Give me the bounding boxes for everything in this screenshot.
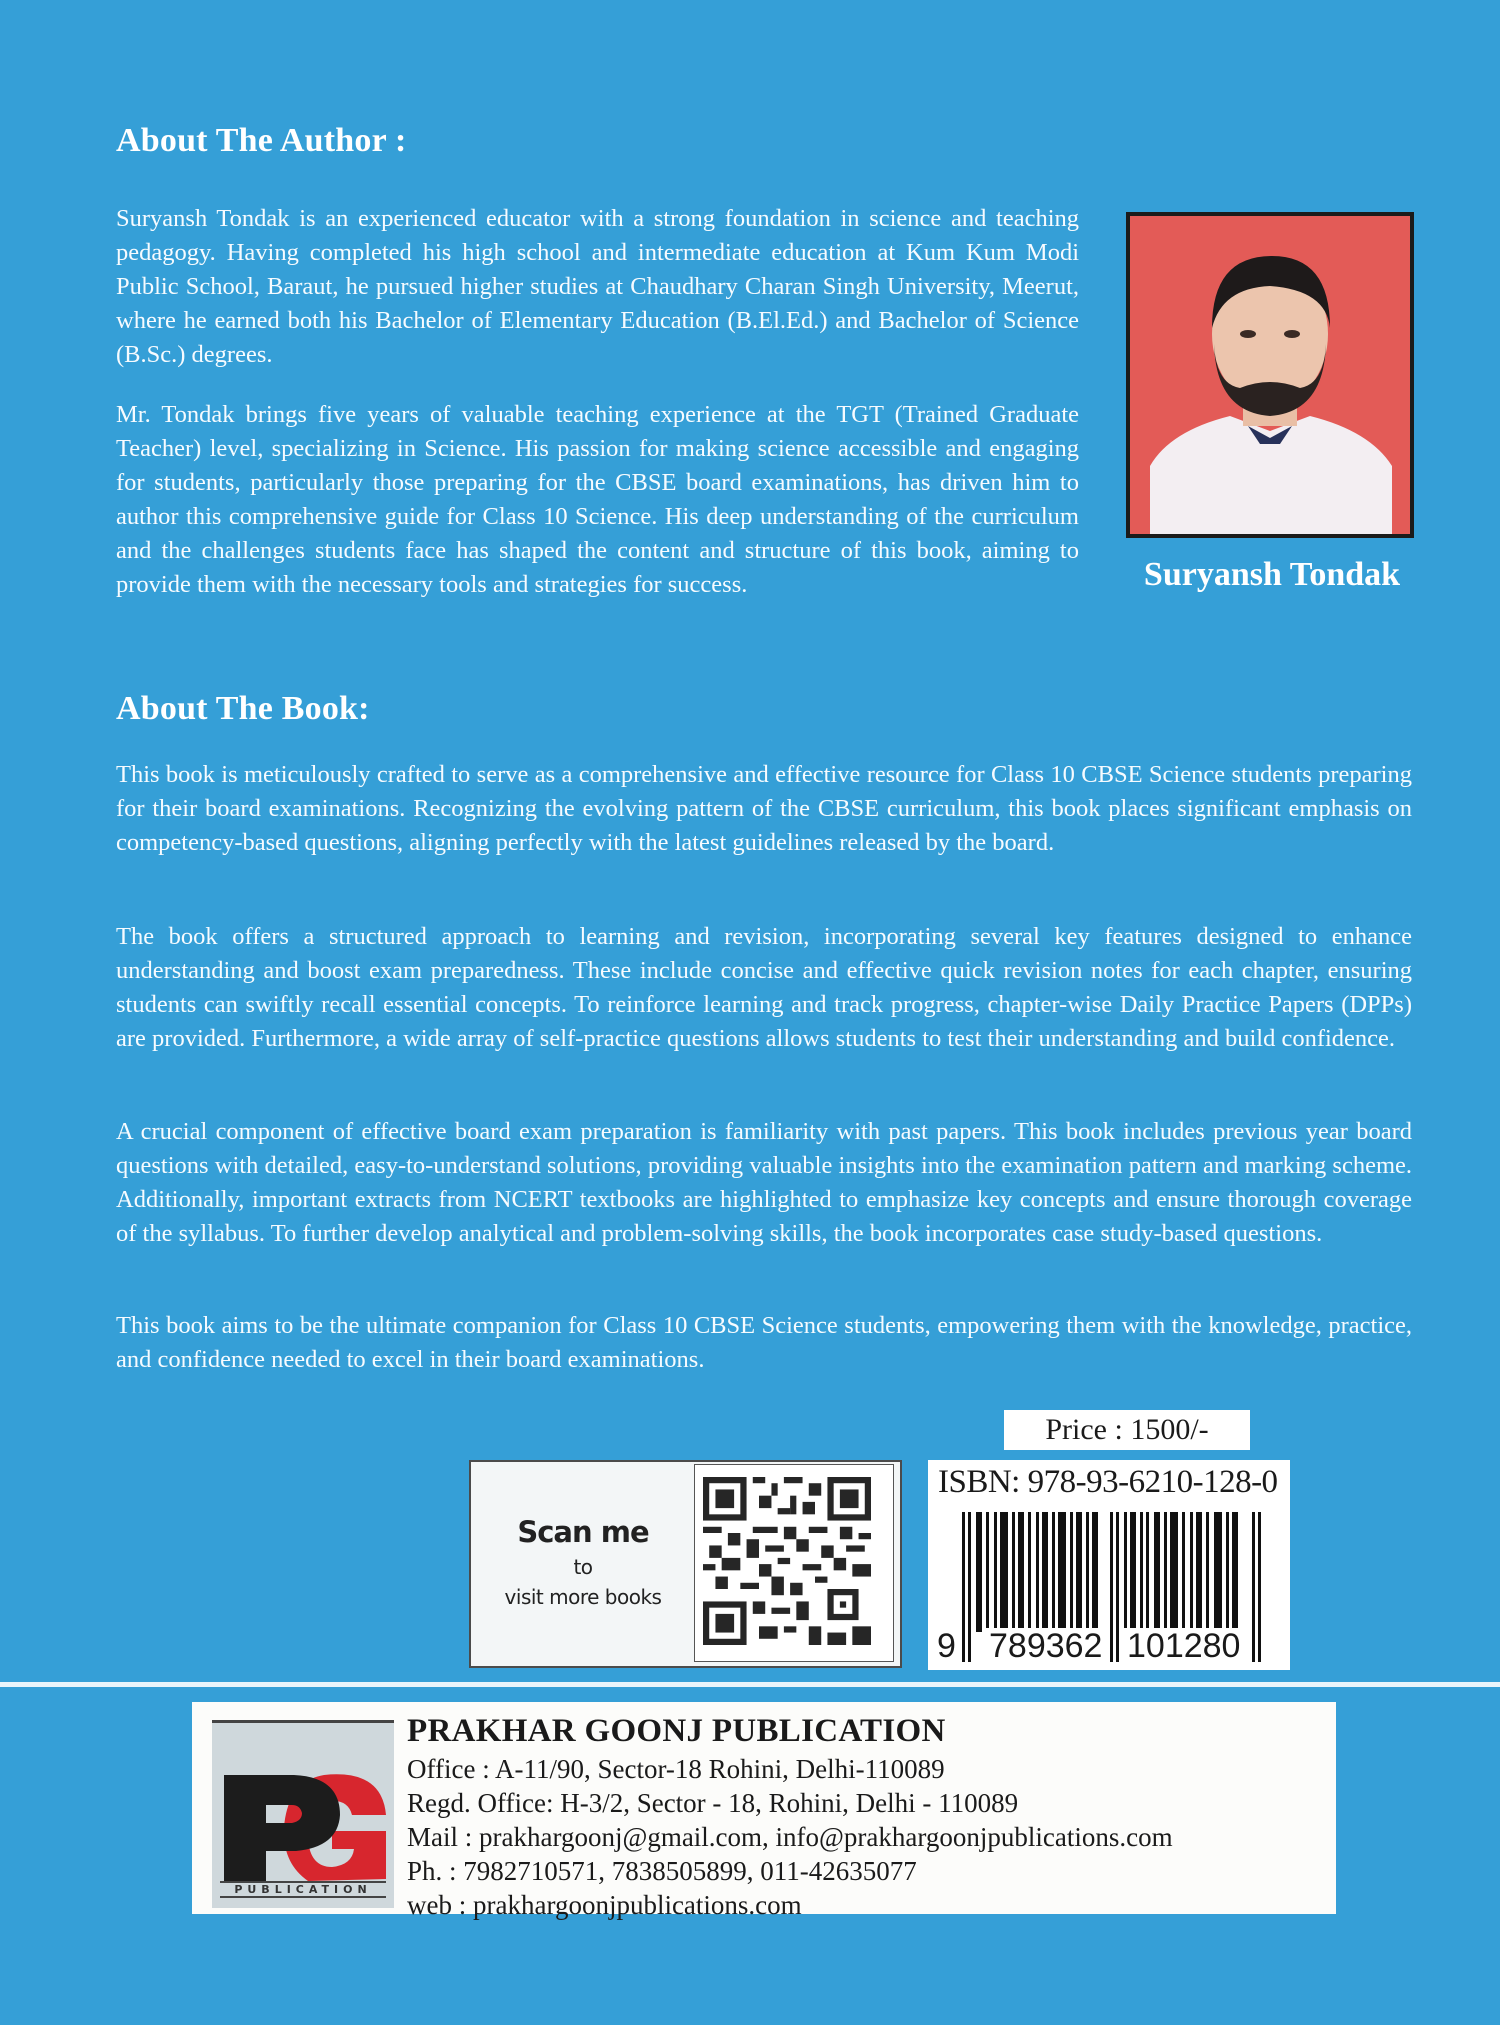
isbn-barcode-panel bbox=[928, 1460, 1290, 1670]
scan-me-title: Scan me bbox=[517, 1515, 649, 1549]
book-paragraph-1: This book is meticulously crafted to serve as a comprehensive and effective resource for Class 10 CBSE Science students preparing for their board examinations. Recognizing the evolving pattern of the CBSE curriculum, this book places significant emphasis on competency-based questions, aligning perfectly with the latest guidelines released by the board. bbox=[116, 761, 1412, 856]
publisher-logo bbox=[212, 1720, 394, 1908]
publisher-office: Office : A-11/90, Sector-18 Rohini, Delhi-110089 bbox=[407, 1754, 945, 1784]
publisher-regd-office: Regd. Office: H-3/2, Sector - 18, Rohini, Delhi - 110089 bbox=[407, 1788, 1019, 1818]
section-divider bbox=[0, 1682, 1500, 1687]
author-portrait-icon bbox=[1130, 216, 1410, 534]
isbn-number: ISBN: 978-93-6210-128-0 bbox=[938, 1464, 1278, 1500]
publisher-mail[interactable]: Mail : prakhargoonj@gmail.com, info@prakhargoonjpublications.com bbox=[407, 1822, 1173, 1852]
barcode-digit-lead: 9 bbox=[934, 1628, 959, 1664]
scan-me-to: to bbox=[573, 1555, 593, 1579]
logo-publication-text: PUBLICATION bbox=[220, 1881, 386, 1898]
scan-me-subtitle: visit more books bbox=[504, 1585, 662, 1609]
author-paragraph-2: Mr. Tondak brings five years of valuable teaching experience at the TGT (Trained Graduate Teacher) level, specializing in Science. His passion for making science accessible and engaging for students, particularly those preparing for the CBSE board examinations, has driven him to author this comprehensive guide for Class 10 Science. His deep understanding of the curriculum and the challenges students face has shaped the content and structure of this book, aiming to provide them with the necessary tools and strategies for success. bbox=[116, 401, 1079, 598]
qr-scan-panel[interactable] bbox=[469, 1460, 902, 1668]
pg-logo-icon bbox=[212, 1723, 394, 1905]
barcode-digits-left: 789362 bbox=[986, 1628, 1105, 1664]
book-paragraph-3: A crucial component of effective board exam preparation is familiarity with past papers. This book includes previous year board questions with detailed, easy-to-understand solutions, providing valuable insights into the examination pattern and marking scheme. Additionally, important extracts from NCERT textbooks are highlighted to emphasize key concepts and ensure thorough coverage of the syllabus. To further develop analytical and problem-solving skills, the book incorporates case study-based questions. bbox=[116, 1118, 1412, 1247]
publisher-name: PRAKHAR GOONJ PUBLICATION bbox=[407, 1713, 946, 1749]
publisher-phone: Ph. : 7982710571, 7838505899, 011-42635077 bbox=[407, 1856, 917, 1886]
qr-code-icon bbox=[703, 1477, 871, 1645]
about-book-heading: About The Book: bbox=[116, 690, 370, 727]
book-paragraph-2: The book offers a structured approach to learning and revision, incorporating several key features designed to enhance understanding and boost exam preparedness. These include concise and effective quick revision notes for each chapter, ensuring students can swiftly recall essential concepts. To reinforce learning and track progress, chapter-wise Daily Practice Papers (DPPs) are provided. Furthermore, a wide array of self-practice questions allows students to test their understanding and build confidence. bbox=[116, 923, 1412, 1052]
author-name-caption: Suryansh Tondak bbox=[1143, 556, 1401, 593]
book-paragraph-4: This book aims to be the ultimate companion for Class 10 CBSE Science students, empowering them with the knowledge, practice, and confidence needed to excel in their board examinations. bbox=[116, 1312, 1412, 1373]
author-photo bbox=[1126, 212, 1414, 538]
publisher-web[interactable]: web : prakhargoonjpublications.com bbox=[407, 1890, 802, 1920]
barcode-digits-right: 101280 bbox=[1124, 1628, 1243, 1664]
qr-code[interactable] bbox=[694, 1464, 894, 1662]
author-paragraph-1: Suryansh Tondak is an experienced educator with a strong foundation in science and teaching pedagogy. Having completed his high school and intermediate education at Kum Kum Modi Public School, Baraut, he pursued higher studies at Chaudhary Charan Singh University, Meerut, where he earned both his Bachelor of Elementary Education (B.El.Ed.) and Bachelor of Science (B.Sc.) degrees. bbox=[116, 205, 1079, 368]
about-author-heading: About The Author : bbox=[116, 122, 407, 159]
price-label: Price : 1500/- bbox=[1004, 1410, 1250, 1450]
publisher-info-panel bbox=[192, 1702, 1336, 1920]
